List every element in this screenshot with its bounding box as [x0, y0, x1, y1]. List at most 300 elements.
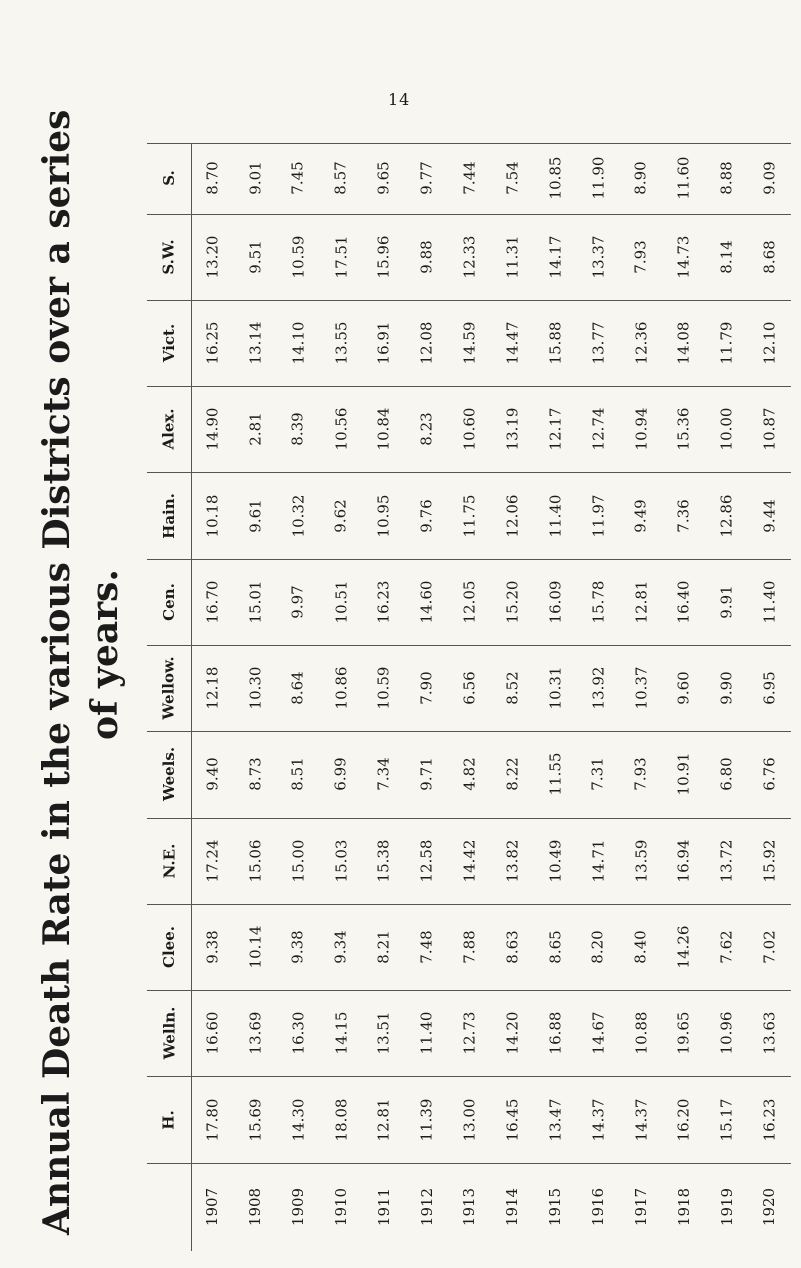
cell-value: 10.59 — [374, 666, 393, 710]
rate-cell — [577, 904, 620, 990]
rate-cell — [620, 472, 663, 558]
rate-cell — [448, 143, 491, 214]
cell-value: 8.57 — [331, 161, 350, 195]
cell-value: 15.03 — [331, 839, 350, 883]
rate-cell — [277, 300, 320, 386]
cell-value: 15.38 — [374, 839, 393, 883]
cell-value: 10.49 — [546, 839, 565, 883]
rate-cell — [620, 904, 663, 990]
rate-cell — [448, 214, 491, 300]
cell-value: 8.90 — [631, 161, 650, 195]
rate-cell — [405, 731, 448, 817]
rate-cell — [534, 472, 577, 558]
rate-cell — [705, 1076, 748, 1162]
cell-value: 9.88 — [417, 240, 436, 274]
cell-value: 19.65 — [674, 1011, 693, 1055]
rate-cell — [748, 731, 791, 817]
cell-value: 9.90 — [717, 671, 736, 705]
cell-value: 12.81 — [374, 1098, 393, 1142]
rate-cell — [620, 990, 663, 1076]
cell-value: 6.99 — [331, 757, 350, 792]
cell-value: 8.65 — [546, 930, 565, 964]
cell-value: 1910 — [331, 1187, 350, 1226]
rate-cell — [320, 731, 363, 817]
rate-cell — [448, 731, 491, 817]
rate-cell — [577, 143, 620, 214]
rate-cell — [662, 990, 705, 1076]
rate-cell — [234, 904, 277, 990]
column-header-label: N.E. — [159, 843, 178, 879]
cell-value: 15.06 — [246, 839, 265, 883]
rate-cell — [448, 472, 491, 558]
cell-value: 14.59 — [460, 321, 479, 365]
cell-value: 9.65 — [374, 161, 393, 195]
rate-cell — [705, 731, 748, 817]
cell-value: 11.40 — [546, 494, 565, 538]
cell-value: 8.20 — [589, 930, 608, 964]
cell-value: 13.47 — [546, 1098, 565, 1142]
rate-cell — [534, 1076, 577, 1162]
rate-cell — [191, 731, 234, 817]
cell-value: 13.92 — [589, 666, 608, 710]
rate-cell — [362, 143, 405, 214]
cell-value: 16.23 — [374, 580, 393, 624]
page-number: 14 — [388, 90, 411, 109]
column-header-label: Wellow. — [160, 656, 179, 720]
cell-value: 7.90 — [417, 671, 436, 705]
cell-value: 11.97 — [589, 494, 608, 538]
rate-cell — [234, 731, 277, 817]
cell-value: 14.71 — [589, 839, 608, 883]
rate-cell — [405, 143, 448, 214]
rate-cell — [662, 300, 705, 386]
rate-cell — [491, 904, 534, 990]
cell-value: 14.10 — [289, 321, 308, 365]
cell-value: 15.96 — [374, 235, 393, 279]
cell-value: 10.51 — [331, 580, 350, 624]
cell-value: 10.96 — [717, 1011, 736, 1055]
cell-value: 12.08 — [417, 321, 436, 365]
cell-value: 11.31 — [503, 235, 522, 279]
rate-cell — [705, 904, 748, 990]
cell-value: 9.09 — [760, 161, 779, 195]
year-cell — [534, 1163, 577, 1251]
cell-value: 11.40 — [417, 1011, 436, 1055]
rate-cell — [448, 990, 491, 1076]
cell-value: 16.25 — [203, 321, 222, 365]
rate-cell — [534, 731, 577, 817]
cell-value: 9.44 — [760, 498, 779, 533]
cell-value: 17.24 — [203, 839, 222, 883]
cell-value: 8.23 — [417, 412, 436, 446]
rate-cell — [491, 143, 534, 214]
rate-cell — [362, 645, 405, 731]
cell-value: 13.14 — [246, 321, 265, 365]
cell-value: 16.23 — [760, 1098, 779, 1142]
rate-cell — [320, 214, 363, 300]
rate-cell — [320, 386, 363, 472]
rate-cell — [577, 731, 620, 817]
cell-value: 9.71 — [417, 757, 436, 792]
year-cell — [491, 1163, 534, 1251]
rate-cell — [405, 386, 448, 472]
cell-value: 8.51 — [289, 757, 308, 792]
cell-value: 7.93 — [631, 757, 650, 792]
rate-cell — [620, 143, 663, 214]
rate-cell — [491, 472, 534, 558]
cell-value: 14.90 — [203, 407, 222, 451]
cell-value: 16.94 — [674, 839, 693, 883]
cell-value: 10.59 — [289, 235, 308, 279]
cell-value: 10.56 — [331, 407, 350, 451]
cell-value: 10.85 — [546, 156, 565, 200]
cell-value: 8.39 — [289, 412, 308, 446]
column-header-label: Welln. — [160, 1006, 179, 1060]
cell-value: 9.60 — [674, 671, 693, 705]
rate-cell — [448, 386, 491, 472]
cell-value: 13.69 — [246, 1011, 265, 1055]
rate-cell — [748, 990, 791, 1076]
cell-value: 17.51 — [331, 235, 350, 279]
cell-value: 14.73 — [674, 235, 693, 279]
rate-cell — [577, 214, 620, 300]
rate-cell — [405, 472, 448, 558]
rate-cell — [191, 386, 234, 472]
year-cell — [234, 1163, 277, 1251]
rate-cell — [491, 645, 534, 731]
rate-cell — [534, 818, 577, 904]
rate-cell — [577, 300, 620, 386]
cell-value: 4.82 — [460, 757, 479, 792]
column-header — [147, 143, 191, 214]
rate-cell — [662, 1076, 705, 1162]
cell-value: 10.18 — [203, 494, 222, 538]
rate-cell — [748, 214, 791, 300]
cell-value: 8.88 — [717, 161, 736, 195]
cell-value: 12.74 — [589, 407, 608, 451]
cell-value: 15.88 — [546, 321, 565, 365]
cell-value: 9.38 — [203, 930, 222, 964]
cell-value: 11.90 — [589, 156, 608, 200]
rate-cell — [191, 904, 234, 990]
cell-value: 13.77 — [589, 321, 608, 365]
cell-value: 16.70 — [203, 580, 222, 624]
rate-cell — [277, 214, 320, 300]
cell-value: 7.54 — [503, 161, 522, 195]
column-header-label: H. — [160, 1109, 178, 1130]
column-header — [147, 645, 191, 731]
cell-value: 18.08 — [331, 1098, 350, 1142]
rate-cell — [362, 472, 405, 558]
cell-value: 1913 — [460, 1187, 479, 1226]
rate-cell — [491, 1076, 534, 1162]
rate-cell — [191, 645, 234, 731]
cell-value: 1920 — [760, 1187, 779, 1226]
cell-value: 9.40 — [203, 757, 222, 792]
cell-value: 12.58 — [417, 839, 436, 883]
rate-cell — [748, 386, 791, 472]
cell-value: 8.40 — [631, 930, 650, 964]
cell-value: 12.17 — [546, 407, 565, 451]
rate-cell — [320, 818, 363, 904]
cell-value: 9.34 — [331, 930, 350, 964]
rate-cell — [448, 645, 491, 731]
cell-value: 1918 — [674, 1187, 693, 1226]
rate-cell — [705, 214, 748, 300]
rate-cell — [748, 559, 791, 645]
cell-value: 9.61 — [246, 498, 265, 533]
rate-cell — [405, 645, 448, 731]
rate-cell — [577, 645, 620, 731]
rate-cell — [320, 990, 363, 1076]
cell-value: 10.60 — [460, 407, 479, 451]
rate-cell — [320, 645, 363, 731]
rate-cell — [620, 731, 663, 817]
rate-cell — [234, 214, 277, 300]
cell-value: 16.40 — [674, 580, 693, 624]
rate-cell — [234, 818, 277, 904]
cell-value: 7.88 — [460, 930, 479, 964]
cell-value: 2.81 — [246, 412, 265, 446]
column-header-label: Hain. — [160, 492, 178, 539]
cell-value: 1907 — [203, 1187, 222, 1226]
rate-cell — [577, 1076, 620, 1162]
cell-value: 15.00 — [289, 839, 308, 883]
cell-value: 15.17 — [717, 1098, 736, 1142]
cell-value: 10.94 — [631, 407, 650, 451]
cell-value: 8.73 — [246, 757, 265, 792]
cell-value: 1912 — [417, 1187, 436, 1226]
rate-cell — [748, 300, 791, 386]
rate-cell — [491, 818, 534, 904]
rate-cell — [662, 904, 705, 990]
rate-cell — [534, 143, 577, 214]
cell-value: 1914 — [503, 1187, 522, 1226]
cell-value: 14.30 — [289, 1098, 308, 1142]
cell-value: 14.08 — [674, 321, 693, 365]
page-title — [0, 0, 160, 1268]
rate-cell — [534, 904, 577, 990]
rate-cell — [362, 300, 405, 386]
column-header — [147, 990, 191, 1076]
cell-value: 11.55 — [546, 752, 565, 796]
cell-value: 9.51 — [246, 240, 265, 274]
rate-cell — [191, 143, 234, 214]
column-header — [147, 300, 191, 386]
cell-value: 10.88 — [631, 1011, 650, 1055]
cell-value: 8.14 — [717, 240, 736, 274]
cell-value: 6.56 — [460, 671, 479, 705]
rate-cell — [405, 300, 448, 386]
cell-value: 1909 — [289, 1187, 308, 1226]
rate-cell — [448, 904, 491, 990]
rate-cell — [320, 300, 363, 386]
cell-value: 16.09 — [546, 580, 565, 624]
rate-cell — [277, 472, 320, 558]
rate-cell — [534, 990, 577, 1076]
rate-cell — [191, 300, 234, 386]
cell-value: 6.80 — [717, 757, 736, 792]
rate-cell — [577, 386, 620, 472]
cell-value: 10.87 — [760, 407, 779, 451]
cell-value: 10.95 — [374, 494, 393, 538]
cell-value: 8.52 — [503, 671, 522, 705]
cell-value: 10.30 — [246, 666, 265, 710]
rate-cell — [320, 143, 363, 214]
cell-value: 13.63 — [760, 1011, 779, 1055]
rate-cell — [491, 559, 534, 645]
year-cell — [405, 1163, 448, 1251]
rate-cell — [748, 472, 791, 558]
year-cell — [662, 1163, 705, 1251]
cell-value: 1915 — [546, 1187, 565, 1226]
rate-cell — [320, 472, 363, 558]
rate-cell — [620, 1076, 663, 1162]
rate-cell — [491, 300, 534, 386]
rate-cell — [234, 559, 277, 645]
rate-cell — [705, 818, 748, 904]
rate-cell — [491, 214, 534, 300]
cell-value: 1916 — [589, 1187, 608, 1226]
cell-value: 7.93 — [631, 240, 650, 274]
rate-cell — [362, 990, 405, 1076]
cell-value: 7.48 — [417, 930, 436, 964]
year-cell — [620, 1163, 663, 1251]
cell-value: 11.40 — [760, 580, 779, 624]
column-header — [147, 386, 191, 472]
rate-cell — [534, 645, 577, 731]
column-header — [147, 1076, 191, 1162]
cell-value: 1919 — [717, 1187, 736, 1226]
rate-cell — [748, 904, 791, 990]
rate-cell — [662, 731, 705, 817]
rate-cell — [534, 214, 577, 300]
cell-value: 6.95 — [760, 671, 779, 705]
rate-cell — [234, 1076, 277, 1162]
cell-value: 10.84 — [374, 407, 393, 451]
cell-value: 9.49 — [631, 498, 650, 533]
cell-value: 16.91 — [374, 321, 393, 365]
cell-value: 12.10 — [760, 321, 779, 365]
rate-cell — [405, 818, 448, 904]
rate-cell — [362, 214, 405, 300]
column-header — [147, 818, 191, 904]
cell-value: 16.88 — [546, 1011, 565, 1055]
rate-cell — [662, 645, 705, 731]
rate-cell — [362, 731, 405, 817]
year-cell — [448, 1163, 491, 1251]
rate-cell — [405, 990, 448, 1076]
cell-value: 7.31 — [589, 757, 608, 792]
cell-value: 13.19 — [503, 407, 522, 451]
rate-cell — [320, 559, 363, 645]
rate-cell — [277, 818, 320, 904]
rate-cell — [620, 818, 663, 904]
rate-cell — [662, 214, 705, 300]
title-line-1: Annual Death Rate in the various Districts over a series — [36, 109, 78, 1235]
cell-value: 12.18 — [203, 666, 222, 710]
rate-cell — [534, 300, 577, 386]
rate-cell — [405, 1076, 448, 1162]
cell-value: 16.20 — [674, 1098, 693, 1142]
cell-value: 12.86 — [717, 494, 736, 538]
cell-value: 10.86 — [331, 666, 350, 710]
rate-cell — [448, 559, 491, 645]
cell-value: 12.05 — [460, 580, 479, 624]
cell-value: 16.30 — [289, 1011, 308, 1055]
rate-cell — [534, 386, 577, 472]
rate-cell — [277, 386, 320, 472]
cell-value: 12.73 — [460, 1011, 479, 1055]
rate-cell — [534, 559, 577, 645]
cell-value: 15.69 — [246, 1098, 265, 1142]
column-header-label: S.W. — [159, 239, 178, 275]
cell-value: 8.63 — [503, 930, 522, 964]
rate-cell — [748, 143, 791, 214]
cell-value: 15.20 — [503, 580, 522, 624]
cell-value: 7.44 — [460, 161, 479, 195]
rate-cell — [362, 559, 405, 645]
rate-cell — [662, 472, 705, 558]
rate-cell — [577, 472, 620, 558]
cell-value: 9.91 — [717, 585, 736, 619]
cell-value: 10.00 — [717, 407, 736, 451]
cell-value: 14.67 — [589, 1011, 608, 1055]
rate-cell — [705, 645, 748, 731]
rate-cell — [491, 731, 534, 817]
cell-value: 13.00 — [460, 1098, 479, 1142]
rate-cell — [705, 472, 748, 558]
cell-value: 15.92 — [760, 839, 779, 883]
year-cell — [320, 1163, 363, 1251]
rate-cell — [320, 904, 363, 990]
rate-cell — [662, 559, 705, 645]
rate-cell — [191, 472, 234, 558]
rate-cell — [620, 559, 663, 645]
rate-cell — [191, 818, 234, 904]
cell-value: 12.36 — [631, 321, 650, 365]
death-rate-table — [147, 143, 791, 1251]
cell-value: 14.20 — [503, 1011, 522, 1055]
rate-cell — [705, 559, 748, 645]
cell-value: 13.72 — [717, 839, 736, 883]
cell-value: 8.64 — [289, 671, 308, 705]
cell-value: 10.31 — [546, 666, 565, 710]
cell-value: 8.70 — [203, 161, 222, 195]
cell-value: 8.68 — [760, 240, 779, 274]
cell-value: 14.37 — [589, 1098, 608, 1142]
year-cell — [277, 1163, 320, 1251]
rate-cell — [277, 1076, 320, 1162]
column-header-label: S. — [160, 170, 178, 187]
rate-cell — [705, 143, 748, 214]
cell-value: 10.14 — [246, 925, 265, 969]
cell-value: 10.37 — [631, 666, 650, 710]
cell-value: 15.01 — [246, 580, 265, 624]
rate-cell — [705, 300, 748, 386]
cell-value: 7.02 — [760, 930, 779, 964]
cell-value: 1908 — [246, 1187, 265, 1226]
rate-cell — [662, 818, 705, 904]
rate-cell — [362, 1076, 405, 1162]
cell-value: 15.78 — [589, 580, 608, 624]
rate-cell — [191, 990, 234, 1076]
cell-value: 11.39 — [417, 1098, 436, 1142]
rate-cell — [448, 300, 491, 386]
column-header — [147, 731, 191, 817]
rate-cell — [491, 990, 534, 1076]
cell-value: 1917 — [631, 1187, 650, 1226]
